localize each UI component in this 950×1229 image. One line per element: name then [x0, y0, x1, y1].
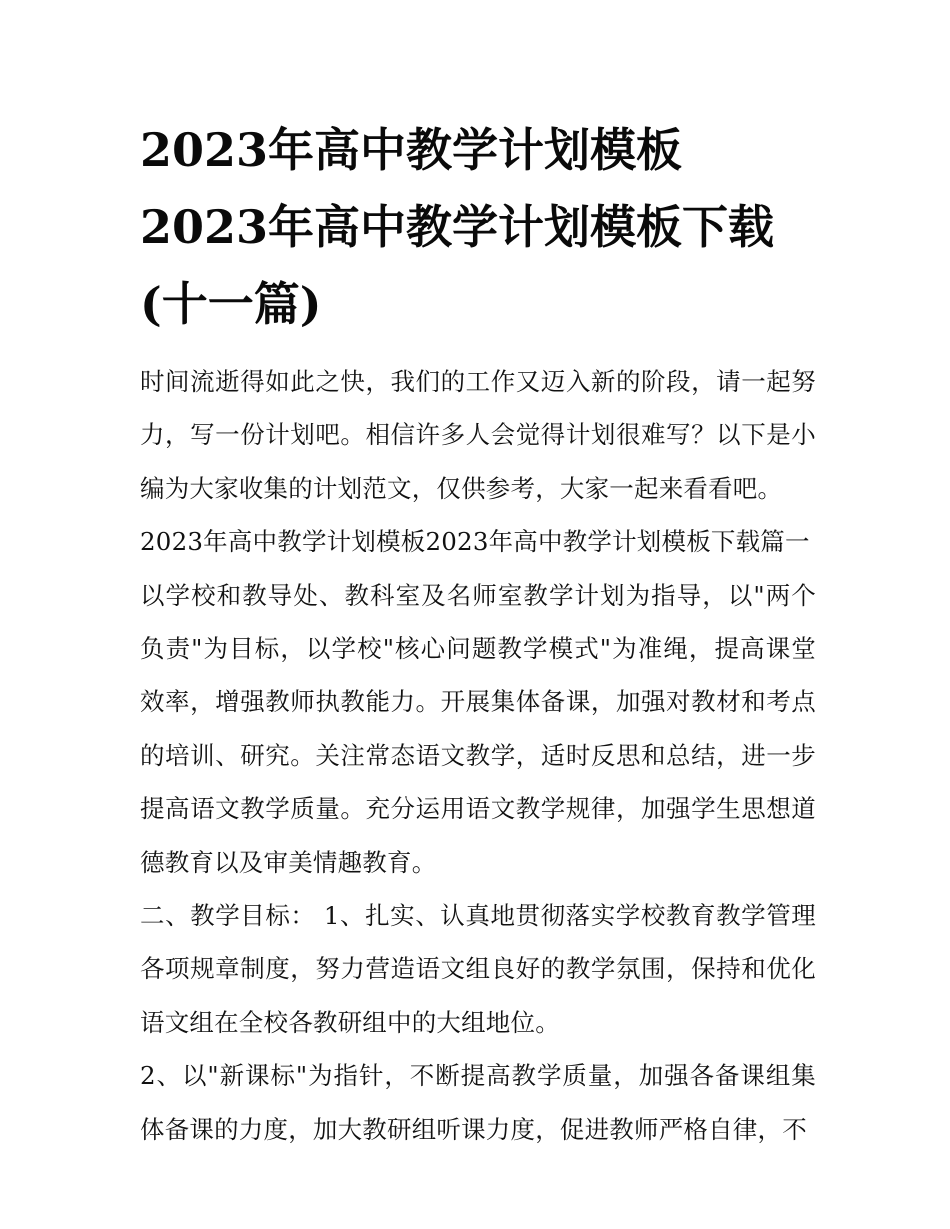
title-line-3: (十一篇) [140, 277, 322, 331]
document-body [140, 355, 816, 1156]
title-line-2: 2023年高中教学计划模板下载 [140, 200, 775, 254]
intro-paragraph: 时间流逝得如此之快，我们的工作又迈入新的阶段，请一起努力，写一份计划吧。相信许多人会觉得计划很难写？以下是小编为大家收集的计划范文，仅供参考，大家一起来看看吧。 [140, 367, 816, 503]
document-page [140, 112, 816, 1156]
goal-2-paragraph: 2、以"新课标"为指针，不断提高教学质量，加强各备课组集体备课的力度，加大教研组听课力度，促进教师严格自律，不 [140, 1061, 816, 1144]
document-title [140, 112, 816, 343]
title-line-1: 2023年高中教学计划模板 [140, 123, 683, 177]
guidance-paragraph: 以学校和教导处、教科室及名师室教学计划为指导，以"两个负责"为目标，以学校"核心问题教学模式"为准绳，提高课堂效率，增强教师执教能力。开展集体备课，加强对教材和考点的培训、研究。关注常态语文教学，适时反思和总结，进一步提高语文教学质量。充分运用语文教学规律，加强学生思想道德教育以及审美情趣教育。 [140, 580, 816, 877]
goals-paragraph: 二、教学目标： 1、扎实、认真地贯彻落实学校教育教学管理各项规章制度，努力营造语文组良好的教学氛围，保持和优化语文组在全校各教研组中的大组地位。 [140, 901, 816, 1037]
section-heading: 2023年高中教学计划模板2023年高中教学计划模板下载篇一 [140, 527, 810, 557]
